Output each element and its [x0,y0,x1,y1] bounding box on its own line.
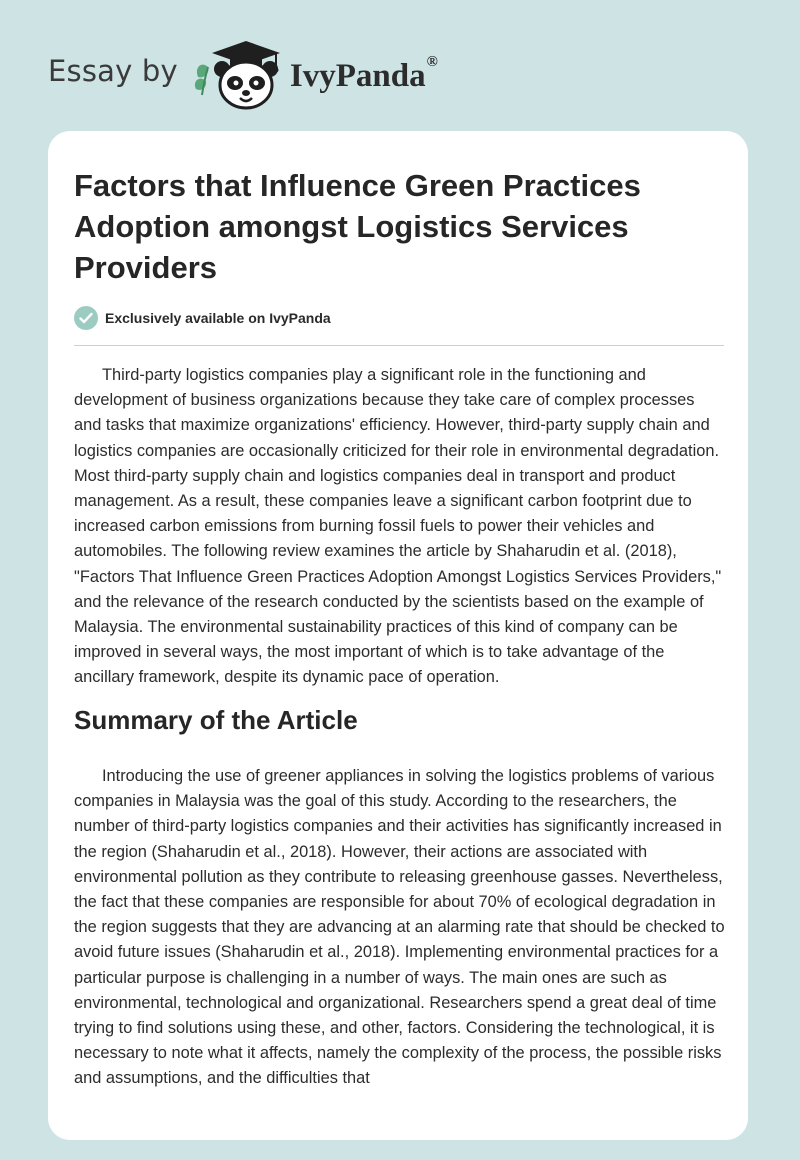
article-title: Factors that Influence Green Practices Adoption amongst Logistics Services Providers [74,168,641,285]
brand-name[interactable]: IvyPanda® [289,53,438,94]
essay-by-label: Essay by [48,54,178,88]
panda-logo-icon[interactable] [192,37,284,111]
site-header [48,34,438,114]
check-icon [74,306,98,330]
article-card [48,131,748,1140]
title-divider [74,345,724,346]
exclusive-badge-text: Exclusively available on IvyPanda [105,310,331,326]
section-heading: Summary of the Article [74,705,358,735]
trademark-symbol: ® [426,53,438,70]
exclusive-badge [74,306,331,330]
intro-paragraph: Third-party logistics companies play a significant role in the functioning and development of business organizations because they take care of complex processes and tasks that maximize organizations' efficiency. However, third-party supply chain and logistics companies are occasionally criticized for their role in environmental degradation. Most third-party supply chain and logistics companies deal in transport and product management. As a result, these companies leave a significant carbon footprint due to increased carbon emissions from burning fossil fuels to power their vehicles and automobiles. The following review examines the article by Shaharudin et al. (2018), "Factors That Influence Green Practices Adoption Amongst Logistics Services Providers," and the relevance of the research conducted by the scientists based on the example of Malaysia. The environmental sustainability practices of this kind of company can be improved in several ways, the most important of which is to take advantage of the ancillary framework, despite its dynamic pace of operation. [74,366,722,687]
summary-paragraph: Introducing the use of greener appliances in solving the logistics problems of various companies in Malaysia was the goal of this study. According to the researchers, the number of third-party logistics companies and their activities has significantly increased in the region (Shaharudin et al., 2018). However, their actions are associated with environmental pollution as they contribute to releasing greenhouse gasses. Nevertheless, the fact that these companies are responsible for about 70% of ecological degradation in the region suggests that they are advancing at an alarming rate that should be checked to avoid future issues (Shaharudin et al., 2018). Implementing environmental practices for a particular purpose is challenging in a number of ways. The main ones are such as environmental, technological and organizational. Researchers spend a great deal of time trying to find solutions using these, and other, factors. Considering the technological, it is necessary to note what it affects, namely the complexity of the process, the possible risks and assumptions, and the difficulties that [74,767,725,1088]
